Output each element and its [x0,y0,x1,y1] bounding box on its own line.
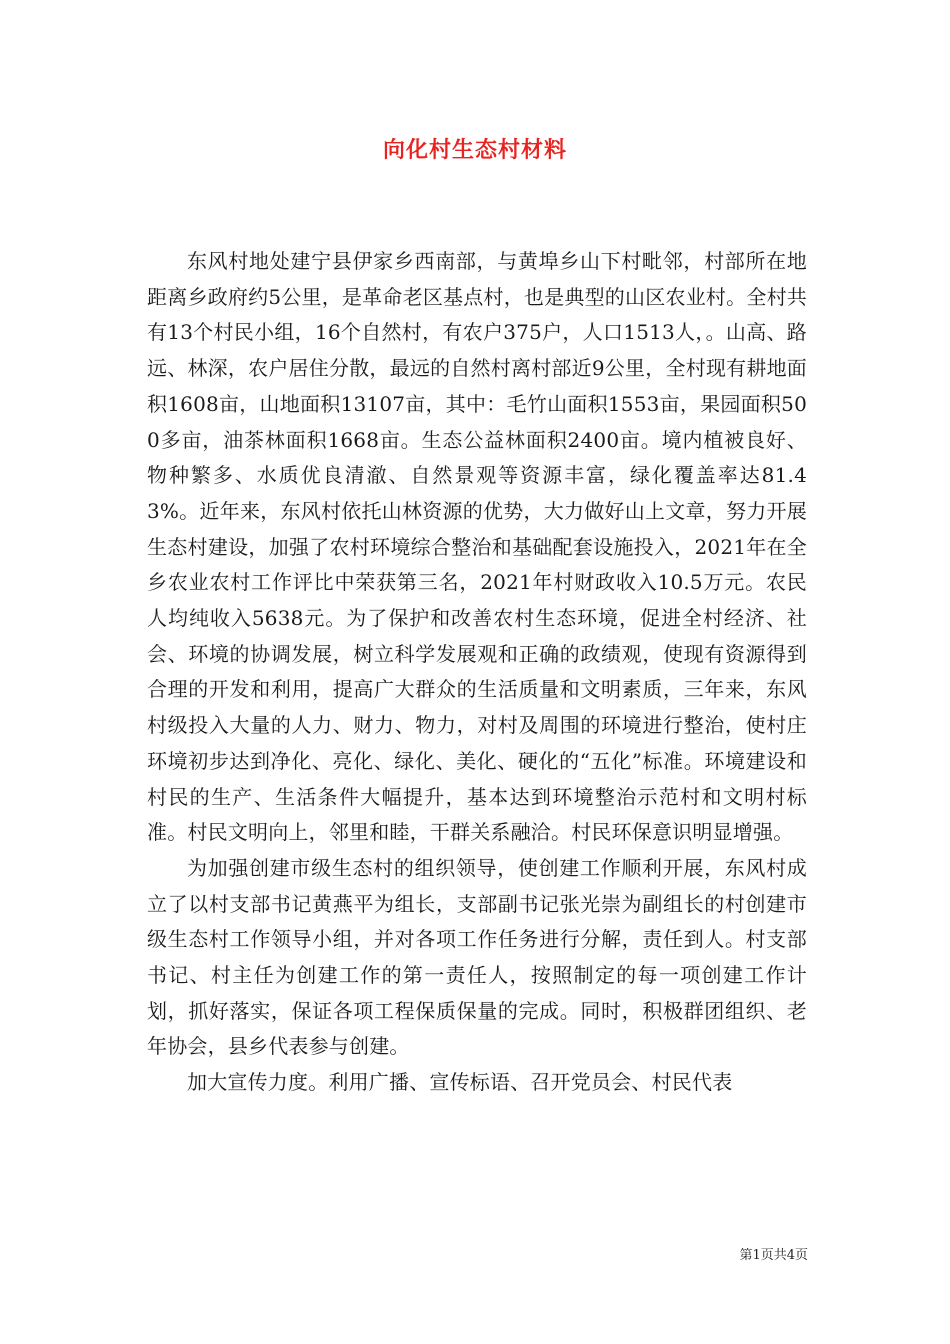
document-body [147,244,807,1101]
paragraph: 东风村地处建宁县伊家乡西南部，与黄埠乡山下村毗邻，村部所在地距离乡政府约5公里，是革命老区基点村，也是典型的山区农业村。全村共有13个村民小组，16个自然村，有农户375户，人口1513人，。山高、路远、林深，农户居住分散，最远的自然村离村部近9公里，全村现有耕地面积1608亩，山地面积13107亩，其中：毛竹山面积1553亩，果园面积500多亩，油茶林面积1668亩。生态公益林面积2400亩。境内植被良好、物种繁多、水质优良清澈、自然景观等资源丰富，绿化覆盖率达81.43%。近年来，东风村依托山林资源的优势，大力做好山上文章，努力开展生态村建设，加强了农村环境综合整治和基础配套设施投入，2021年在全乡农业农村工作评比中荣获第三名，2021年村财政收入10.5万元。农民人均纯收入5638元。为了保护和改善农村生态环境，促进全村经济、社会、环境的协调发展，树立科学发展观和正确的政绩观，使现有资源得到合理的开发和利用，提高广大群众的生活质量和文明素质，三年来，东风村级投入大量的人力、财力、物力，对村及周围的环境进行整治，使村庄环境初步达到净化、亮化、绿化、美化、硬化的“五化”标准。环境建设和村民的生产、生活条件大幅提升，基本达到环境整治示范村和文明村标准。村民文明向上，邻里和睦，干群关系融洽。村民环保意识明显增强。 [147,249,807,845]
paragraph: 加大宣传力度。利用广播、宣传标语、召开党员会、村民代表 [187,1070,733,1095]
document-title: 向化村生态村材料 [382,137,567,163]
page-number-footer: 第1页共4页 [739,1248,808,1263]
paragraph: 为加强创建市级生态村的组织领导，使创建工作顺利开展，东风村成立了以村支部书记黄燕平为组长，支部副书记张光崇为副组长的村创建市级生态村工作领导小组，并对各项工作任务进行分解，责任到人。村支部书记、村主任为创建工作的第一责任人，按照制定的每一项创建工作计划，抓好落实，保证各项工程保质保量的完成。同时，积极群团组织、老年协会，县乡代表参与创建。 [147,855,807,1059]
